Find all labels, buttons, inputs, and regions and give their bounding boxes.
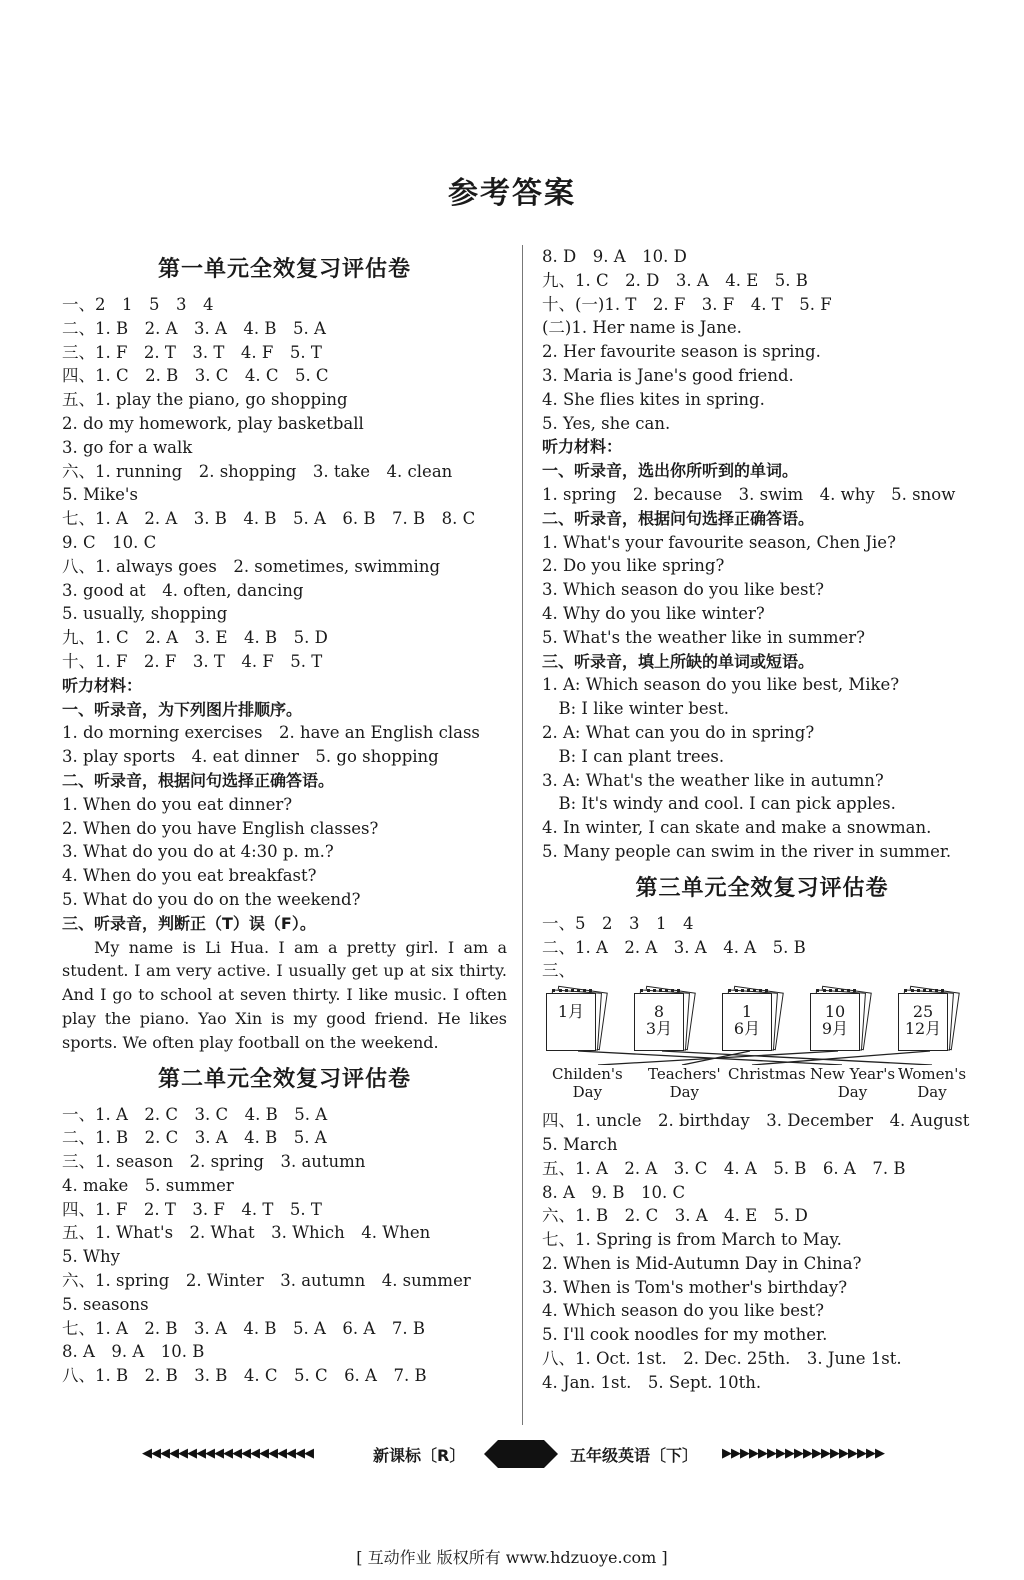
calendar-matching-figure [542, 987, 982, 1065]
answer-line: 六、1. spring 2. Winter 3. autumn 4. summer [62, 1271, 471, 1291]
unit1-title: 第一单元全效复习评估卷 [157, 257, 411, 282]
answer-line: 3. Maria is Jane's good friend. [542, 365, 794, 385]
unit1-listening-1 [62, 721, 507, 769]
answer-line: B: I like winter best. [542, 699, 729, 719]
holiday-labels [542, 1065, 982, 1109]
answer-line: 4. She flies kites in spring. [542, 389, 765, 409]
unit2-listening-title: 听力材料： [542, 437, 623, 457]
page-number-badge [484, 1440, 558, 1468]
answer-line: 八、1. always goes 2. sometimes, swimming [62, 556, 441, 576]
holiday-label: Christmas [728, 1065, 806, 1084]
answer-line: 4. Jan. 1st. 5. Sept. 10th. [542, 1372, 762, 1392]
unit1-listening-2 [62, 793, 507, 912]
unit2-listening-1 [542, 483, 982, 507]
answer-line: 九、1. C 2. A 3. E 4. B 5. D [62, 628, 328, 648]
calendar-day: 10 [824, 1002, 846, 1022]
answer-line: 1. do morning exercises 2. have an English class [62, 723, 480, 743]
copyright-notice: [ 互动作业 版权所有 www.hdzuoye.com ] [356, 1548, 668, 1567]
answer-line: 4. When do you eat breakfast? [62, 866, 317, 886]
answer-line: 4. Which season do you like best? [542, 1301, 825, 1321]
calendar-month: 12月 [904, 1019, 942, 1039]
column-divider [522, 245, 523, 1425]
answer-line: 六、1. running 2. shopping 3. take 4. clean [62, 461, 453, 481]
answer-line: 4. Why do you like winter? [542, 603, 765, 623]
answer-line: 四、1. uncle 2. birthday 3. December 4. August [542, 1111, 970, 1131]
unit1-listening-3-title: 三、听录音，判断正（T）误（F）。 [62, 913, 316, 933]
answer-line: 3. play sports 4. eat dinner 5. go shopping [62, 747, 439, 767]
calendar-month: 3月 [645, 1019, 673, 1039]
footer-left-text: 新课标〔R〕 [373, 1446, 466, 1465]
answer-line: 2. A: What can you do in spring? [542, 722, 815, 742]
unit1-listening-3-passage: My name is Li Hua. I am a pretty girl. I am a student. I am very active. I usually get up at six thirty. And I go to school at seven thirty. I like music. I often play the piano. Yao Xin is my good friend. He likes sports. We often play football on the weekend. [62, 937, 507, 1052]
unit2-listening-3 [542, 673, 982, 863]
unit2-listening-3-title: 三、听录音，填上所缺的单词或短语。 [542, 651, 815, 671]
calendar-month: 6月 [733, 1019, 761, 1039]
calendar-day: 25 [912, 1002, 934, 1022]
answer-line: 5. Mike's [62, 485, 138, 505]
answer-line: 四、1. C 2. B 3. C 4. C 5. C [62, 366, 329, 386]
unit1-listening-1-title: 一、听录音，为下列图片排顺序。 [62, 699, 303, 719]
answer-line: 七、1. A 2. B 3. A 4. B 5. A 6. A 7. B [62, 1318, 425, 1338]
answer-line: 5. usually, shopping [62, 604, 228, 624]
answer-line: 十、(一)1. T 2. F 3. F 4. T 5. F [542, 294, 832, 314]
unit2-answers [62, 1103, 507, 1389]
answer-line: 4. make 5. summer [62, 1175, 234, 1195]
answer-line: 三、1. F 2. T 3. T 4. F 5. T [62, 342, 322, 362]
answer-line: 2. do my homework, play basketball [62, 413, 364, 433]
holiday-label: New Year's Day [810, 1065, 896, 1102]
answer-line: 七、1. Spring is from March to May. [542, 1230, 842, 1250]
answer-line: 三、1. season 2. spring 3. autumn [62, 1152, 366, 1172]
answer-line: 3. A: What's the weather like in autumn? [542, 770, 884, 790]
unit1-answers [62, 293, 507, 674]
answer-line: 二、1. A 2. A 3. A 4. A 5. B [542, 937, 806, 957]
answer-line: 5. I'll cook noodles for my mother. [542, 1325, 828, 1345]
answer-line: 九、1. C 2. D 3. A 4. E 5. B [542, 270, 808, 290]
answer-line: 2. When do you have English classes? [62, 818, 379, 838]
answer-line: 六、1. B 2. C 3. A 4. E 5. D [542, 1206, 808, 1226]
holiday-label: Teachers' Day [648, 1065, 721, 1102]
answer-line: 2. When is Mid-Autumn Day in China? [542, 1253, 862, 1273]
answer-line: 5. Why [62, 1247, 120, 1267]
answer-line: 3. When is Tom's mother's birthday? [542, 1277, 848, 1297]
answer-line: 9. C 10. C [62, 532, 157, 552]
unit3-answers-top [542, 912, 982, 983]
left-column [62, 245, 507, 1388]
unit2-listening-1-title: 一、听录音，选出你所听到的单词。 [542, 461, 799, 481]
calendar-month: 9月 [821, 1019, 849, 1039]
answer-line: 1. spring 2. because 3. swim 4. why 5. snow [542, 484, 956, 504]
calendar-day: 1 [741, 1002, 753, 1022]
answer-line: 1. A: Which season do you like best, Mike? [542, 675, 900, 695]
answer-line: 8. D 9. A 10. D [542, 247, 687, 266]
answer-line: 五、1. What's 2. What 3. Which 4. When [62, 1223, 431, 1243]
answer-line: 4. In winter, I can skate and make a snowman. [542, 818, 932, 838]
matching-lines [542, 987, 982, 1065]
calendar-day: 8 [653, 1002, 665, 1022]
answer-line: (二)1. Her name is Jane. [542, 318, 742, 338]
answer-line: 七、1. A 2. A 3. B 4. B 5. A 6. B 7. B 8. C [62, 509, 476, 529]
unit3-answers-bottom [542, 1109, 982, 1395]
answer-line: 5. What's the weather like in summer? [542, 627, 866, 647]
answer-line: 5. March [542, 1134, 618, 1154]
answer-line: 8. A 9. B 10. C [542, 1182, 686, 1202]
unit2-answers-continued [542, 245, 982, 435]
answer-line: 八、1. B 2. B 3. B 4. C 5. C 6. A 7. B [62, 1366, 427, 1386]
answer-line: 二、1. B 2. C 3. A 4. B 5. A [62, 1128, 327, 1148]
footer-right-text: 五年级英语〔下〕 [570, 1446, 699, 1465]
unit1-listening-2-title: 二、听录音，根据问句选择正确答语。 [62, 770, 335, 790]
page-title: 参考答案 [448, 176, 576, 211]
answer-line: 3. go for a walk [62, 437, 193, 457]
answer-line: 十、1. F 2. F 3. T 4. F 5. T [62, 651, 323, 671]
answer-line: 1. What's your favourite season, Chen Jie? [542, 532, 896, 552]
answer-line: B: I can plant trees. [542, 746, 725, 766]
answer-line: 八、1. Oct. 1st. 2. Dec. 25th. 3. June 1st. [542, 1349, 902, 1369]
footer-arrows-left: ◀◀◀◀◀◀◀◀◀◀◀◀◀◀◀◀◀◀◀ [142, 1446, 313, 1461]
answer-line: 5. Yes, she can. [542, 413, 671, 433]
holiday-label: Women's Day [898, 1065, 967, 1102]
footer-arrows-right: ▶▶▶▶▶▶▶▶▶▶▶▶▶▶▶▶▶▶ [722, 1446, 884, 1461]
page-footer [0, 1440, 1024, 1470]
answer-line: 一、1. A 2. C 3. C 4. B 5. A [62, 1104, 328, 1124]
answer-line: 五、1. play the piano, go shopping [62, 390, 348, 410]
answer-line: 5. What do you do on the weekend? [62, 889, 361, 909]
answer-line: 8. A 9. A 10. B [62, 1342, 205, 1362]
right-column [542, 245, 982, 1395]
answer-line: 2. Her favourite season is spring. [542, 342, 821, 362]
unit1-listening-title: 听力材料： [62, 675, 143, 695]
answer-line: 5. seasons [62, 1294, 149, 1314]
unit2-title: 第二单元全效复习评估卷 [157, 1066, 411, 1092]
unit2-listening-2-title: 二、听录音，根据问句选择正确答语。 [542, 508, 815, 528]
answer-line: 一、5 2 3 1 4 [542, 913, 694, 933]
holiday-label: Childen's Day [552, 1065, 623, 1102]
answer-line: 五、1. A 2. A 3. C 4. A 5. B 6. A 7. B [542, 1158, 906, 1178]
answer-line: B: It's windy and cool. I can pick apples. [542, 794, 896, 814]
calendar-month: 1月 [557, 1002, 585, 1022]
answer-line: 二、1. B 2. A 3. A 4. B 5. A [62, 318, 326, 338]
answer-line: 四、1. F 2. T 3. F 4. T 5. T [62, 1199, 322, 1219]
answer-line: 三、 [542, 961, 575, 981]
answer-line: 3. What do you do at 4:30 p. m.? [62, 842, 334, 862]
unit2-listening-2 [542, 531, 982, 650]
answer-line: 3. Which season do you like best? [542, 580, 825, 600]
answer-line: 2. Do you like spring? [542, 556, 725, 576]
unit3-title: 第三单元全效复习评估卷 [635, 875, 889, 901]
answer-line: 5. Many people can swim in the river in summer. [542, 841, 952, 861]
answer-line: 1. When do you eat dinner? [62, 794, 293, 814]
answer-line: 3. good at 4. often, dancing [62, 580, 304, 600]
answer-line: 一、2 1 5 3 4 [62, 295, 214, 314]
